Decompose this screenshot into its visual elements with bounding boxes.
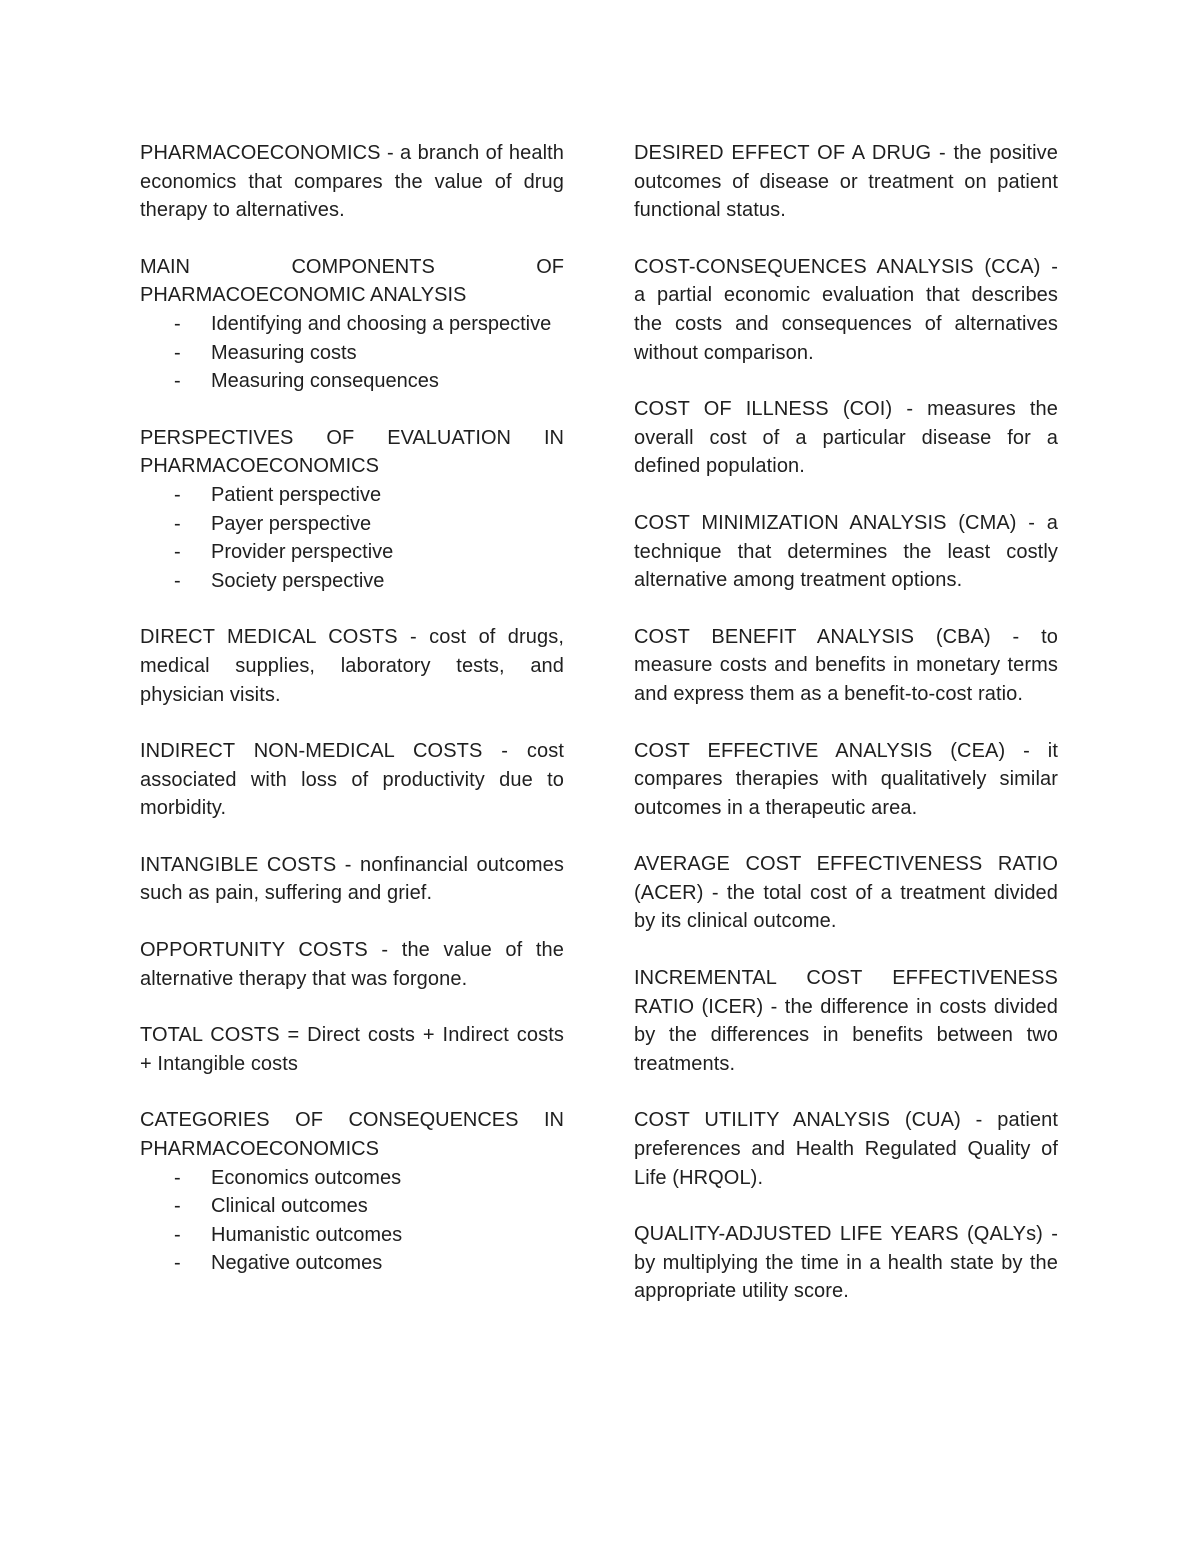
cost-effective-analysis: COST EFFECTIVE ANALYSIS (CEA) - it compares therapies with qualitatively similar outcomes in a therapeutic area.	[634, 739, 1058, 819]
cost-utility-analysis: COST UTILITY ANALYSIS (CUA) - patient preferences and Health Regulated Quality of Life (HRQOL).	[634, 1109, 1058, 1189]
categories-heading: CATEGORIES OF CONSEQUENCES IN PHARMACOECONOMICS	[140, 1109, 564, 1161]
list-item: - Clinical outcomes	[140, 1192, 564, 1221]
main-components-list	[140, 310, 564, 396]
direct-medical-costs: DIRECT MEDICAL COSTS - cost of drugs, medical supplies, laboratory tests, and physician visits.	[140, 626, 564, 706]
incremental-cost-effectiveness-ratio: INCREMENTAL COST EFFECTIVENESS RATIO (ICER) - the difference in costs divided by the differences in benefits between two treatments.	[634, 967, 1058, 1075]
average-cost-effectiveness-ratio: AVERAGE COST EFFECTIVENESS RATIO (ACER) - the total cost of a treatment divided by its clinical outcome.	[634, 853, 1058, 933]
list-item: - Measuring costs	[140, 339, 564, 368]
right-column	[634, 139, 1058, 1334]
opportunity-costs: OPPORTUNITY COSTS - the value of the alternative therapy that was forgone.	[140, 939, 564, 990]
list-item: - Payer perspective	[140, 510, 564, 539]
list-item: - Measuring consequences	[140, 367, 564, 396]
pharmacoeconomics-definition: PHARMACOECONOMICS - a branch of health economics that compares the value of drug therapy to alternatives.	[140, 142, 564, 222]
quality-adjusted-life-years: QUALITY-ADJUSTED LIFE YEARS (QALYs) - by multiplying the time in a health state by the appropriate utility score.	[634, 1223, 1058, 1303]
list-item: - Society perspective	[140, 567, 564, 596]
indirect-non-medical-costs: INDIRECT NON-MEDICAL COSTS - cost associated with loss of productivity due to morbidity.	[140, 740, 564, 820]
cost-of-illness: COST OF ILLNESS (COI) - measures the overall cost of a particular disease for a defined population.	[634, 398, 1058, 478]
list-item: - Humanistic outcomes	[140, 1221, 564, 1250]
categories-list	[140, 1164, 564, 1278]
list-item: - Negative outcomes	[140, 1249, 564, 1278]
perspectives-heading: PERSPECTIVES OF EVALUATION IN PHARMACOECONOMICS	[140, 426, 564, 478]
intangible-costs: INTANGIBLE COSTS - nonfinancial outcomes such as pain, suffering and grief.	[140, 853, 564, 905]
list-item: - Patient perspective	[140, 481, 564, 510]
cost-benefit-analysis: COST BENEFIT ANALYSIS (CBA) - to measure costs and benefits in monetary terms and express them as a benefit-to-cost ratio.	[634, 625, 1058, 705]
list-item: - Provider perspective	[140, 538, 564, 567]
list-item: - Identifying and choosing a perspective	[140, 310, 564, 339]
cost-consequences-analysis: COST-CONSEQUENCES ANALYSIS (CCA) - a partial economic evaluation that describes the costs and consequences of alternatives without comparison.	[634, 255, 1058, 364]
desired-effect: DESIRED EFFECT OF A DRUG - the positive outcomes of disease or treatment on patient functional status.	[634, 142, 1058, 222]
total-costs: TOTAL COSTS = Direct costs + Indirect costs + Intangible costs	[140, 1024, 564, 1075]
list-item: - Economics outcomes	[140, 1164, 564, 1193]
perspectives-list	[140, 481, 564, 595]
main-components-heading: MAIN COMPONENTS OF PHARMACOECONOMIC ANALYSIS	[140, 255, 564, 307]
cost-minimization-analysis: COST MINIMIZATION ANALYSIS (CMA) - a technique that determines the least costly alternative among treatment options.	[634, 511, 1058, 592]
left-column	[140, 139, 564, 1306]
